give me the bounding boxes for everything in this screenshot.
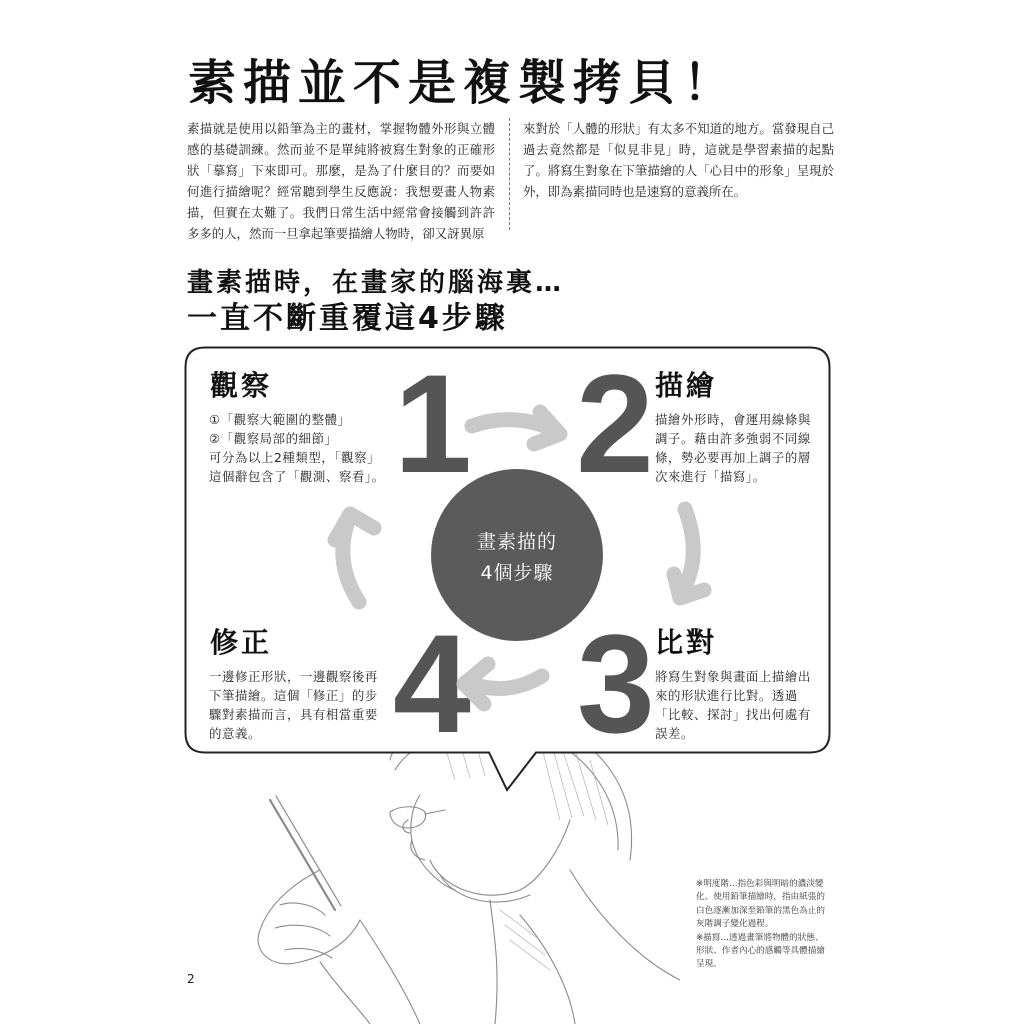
glossary-notes <box>696 878 844 972</box>
arrow-up-icon <box>335 514 374 602</box>
section-headline-line2: 一直不斷重覆這4步驟 <box>187 301 508 336</box>
step-description-line: 一邊修正形狀，一邊觀察後再 <box>209 669 378 684</box>
step-description-line: 將寫生對象與畫面上描繪出 <box>655 669 811 684</box>
note-line: 白色逐漸加深至鉛筆的黑色為止的 <box>696 905 825 916</box>
note-line: 灰階調子變化過程。 <box>696 919 774 930</box>
step-title-draw: 描繪 <box>655 369 718 402</box>
step-description-line: 來的形狀進行比對。透過 <box>655 688 798 703</box>
step-number-3: 3 <box>577 605 655 762</box>
step-description-line: 描繪外形時，會運用線條與 <box>655 412 811 427</box>
center-circle <box>431 469 603 641</box>
page-number: 2 <box>187 972 195 986</box>
step-number-4: 4 <box>393 605 471 762</box>
step-description-line: 條，勢必要再加上調子的層 <box>655 450 811 465</box>
step-description-line: 這個辭包含了「觀測、察看」。 <box>209 469 385 484</box>
step-title-observe: 觀察 <box>210 369 273 402</box>
step-description-correct <box>209 667 378 743</box>
step-description-draw <box>655 410 811 486</box>
note-line: 形狀、作者內心的感觸等具體描繪 <box>696 946 825 957</box>
center-label-line1: 畫素描的 <box>476 531 557 553</box>
step-description-line: 驟對素描而言，具有相當重要 <box>209 707 378 722</box>
arrow-right-icon <box>472 412 560 444</box>
note-line: 呈現。 <box>696 959 722 970</box>
section-headline-line1: 畫素描時，在畫家的腦海裏… <box>187 268 565 298</box>
step-description-line: 「比較、探討」找出何處有 <box>655 707 811 722</box>
page-title: 素描並不是複製拷貝！ <box>188 55 739 111</box>
step-description-line: 調子。藉由許多強弱不同線 <box>655 431 811 446</box>
note-line: 化。使用鉛筆描繪時，指由紙張的 <box>696 892 825 903</box>
step-description-compare <box>655 667 811 743</box>
step-description-observe <box>209 410 385 486</box>
step-number-1: 1 <box>394 345 472 502</box>
step-title-correct: 修正 <box>210 626 273 659</box>
arrow-down-icon <box>674 509 704 598</box>
intro-paragraph-right: 來對於「人體的形狀」有太多不知道的地方。當發現自己過去竟然都是「似見非見」時，這就是學習素描的起點了。將寫生對象在下筆描繪的人「心目中的形象」呈現於外，即為素描同時也是速寫的意義所在。 <box>523 121 834 199</box>
center-label-line2: 4個步驟 <box>480 562 554 584</box>
step-description-line: ①「觀察大範圍的整體」 <box>209 412 351 427</box>
step-description-line: 的意義。 <box>209 726 261 741</box>
step-number-2: 2 <box>576 345 654 502</box>
arrow-left-icon <box>464 664 542 704</box>
step-description-line: ②「觀察局部的細節」 <box>209 431 338 446</box>
intro-paragraph-left: 素描就是使用以鉛筆為主的畫材，掌握物體外形與立體感的基礎訓練。然而並不是單純將被寫生對象的正確形狀「摹寫」下來即可。那麼，是為了什麼目的？而要如何進行描繪呢？經常聽到學生反應說：我想要畫人物素描，但實在太難了。我們日常生活中經常會接觸到許許多多的人，然而一旦拿起筆要描繪人物時，卻又訝異原 <box>187 121 495 241</box>
step-description-line: 次來進行「描寫」。 <box>655 469 766 484</box>
step-description-line: 可分為以上2種類型，「觀察」 <box>209 450 381 465</box>
step-description-line: 下筆描繪。這個「修正」的步 <box>209 688 378 703</box>
column-divider <box>509 118 510 230</box>
note-line: ※描寫…透過畫筆將物體的狀態、 <box>696 932 824 943</box>
note-line: ※明度階…指色彩與明暗的濃淡變 <box>696 879 824 889</box>
step-description-line: 誤差。 <box>655 726 694 741</box>
step-title-compare: 比對 <box>655 626 718 659</box>
